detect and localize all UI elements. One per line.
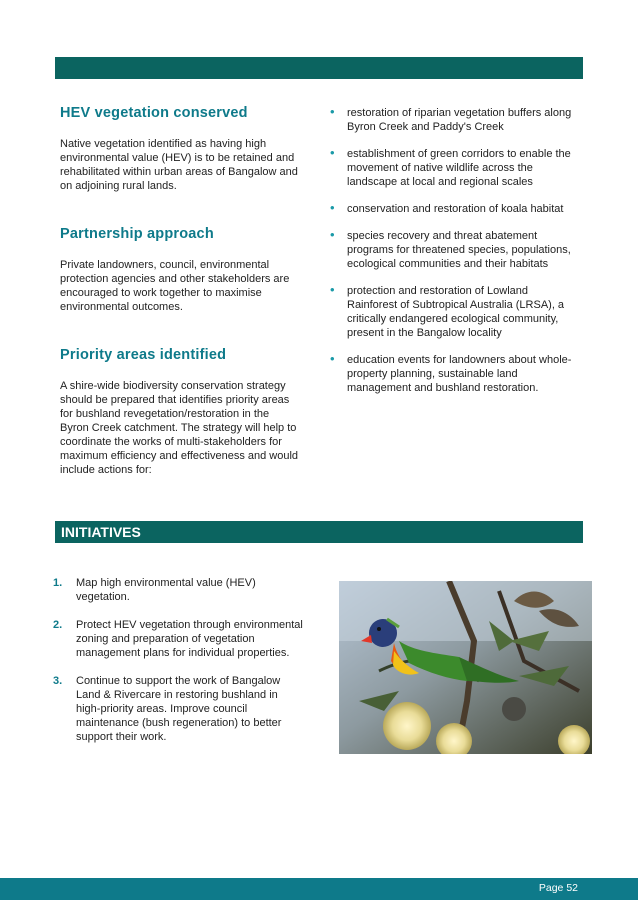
list-item: • restoration of riparian vegetation buffers along Byron Creek and Paddy's Creek xyxy=(330,104,572,133)
initiatives-band xyxy=(55,521,583,543)
header-band xyxy=(55,57,583,79)
list-item: • education events for landowners about whole-property planning, sustainable land management and bushland restoration. xyxy=(330,351,572,394)
bullet-icon: • xyxy=(330,282,335,297)
bullet-icon: • xyxy=(330,104,335,119)
list-item: • conservation and restoration of koala habitat xyxy=(330,200,564,215)
item-number: 1. xyxy=(53,577,63,589)
lorikeet-illustration xyxy=(339,581,592,754)
item-number: 3. xyxy=(53,675,63,687)
section-body-priority: A shire-wide biodiversity conservation strategy should be prepared that identifies priority areas for bushland revegetation/restoration in the Byron Creek catchment. The strategy will help to coordinate the works of multi-stakeholders for maximum efficiency and effectiveness and would include actions for: xyxy=(60,380,299,476)
left-column xyxy=(60,105,300,477)
section-heading-priority: Priority areas identified xyxy=(60,347,227,363)
action-list xyxy=(330,106,575,395)
initiatives-title: INITIATIVES xyxy=(61,524,141,540)
item-text: Map high environmental value (HEV) vegetation. xyxy=(76,577,256,603)
initiative-item xyxy=(53,674,303,744)
section-body-partnership: Private landowners, council, environmental protection agencies and other stakeholders are encouraged to work together to maximise environmental outcomes. xyxy=(60,259,290,313)
section-heading-partnership: Partnership approach xyxy=(60,226,214,242)
initiative-item xyxy=(53,618,303,660)
list-item: • species recovery and threat abatement programs for threatened species, populations, ecological communities and their habitats xyxy=(330,227,571,270)
bullet-icon: • xyxy=(330,227,335,242)
footer-band xyxy=(0,878,638,900)
list-item: • protection and restoration of Lowland Rainforest of Subtropical Australia (LRSA), a critically endangered ecological community, present in the Bangalow locality xyxy=(330,282,565,339)
lorikeet-photo xyxy=(339,581,592,754)
initiative-item xyxy=(53,576,303,604)
item-number: 2. xyxy=(53,619,63,631)
item-text: Protect HEV vegetation through environmental zoning and preparation of vegetation management plans for individual properties. xyxy=(76,619,303,659)
initiatives-list xyxy=(53,576,303,744)
bullet-icon: • xyxy=(330,200,335,215)
section-body-hev: Native vegetation identified as having high environmental value (HEV) is to be retained and rehabilitated within urban areas of Bangalow and on adjoining rural lands. xyxy=(60,138,298,192)
bullet-icon: • xyxy=(330,145,335,160)
section-heading-hev: HEV vegetation conserved xyxy=(60,105,248,121)
right-column xyxy=(330,106,575,395)
page-number: Page 52 xyxy=(538,882,578,894)
item-text: Continue to support the work of Bangalow Land & Rivercare in restoring bushland in high-priority areas. Improve council maintenance (bush regeneration) to better support their work. xyxy=(76,675,282,743)
bullet-icon: • xyxy=(330,351,335,366)
list-item: • establishment of green corridors to enable the movement of native wildlife across the landscape at local and regional scales xyxy=(330,145,571,188)
